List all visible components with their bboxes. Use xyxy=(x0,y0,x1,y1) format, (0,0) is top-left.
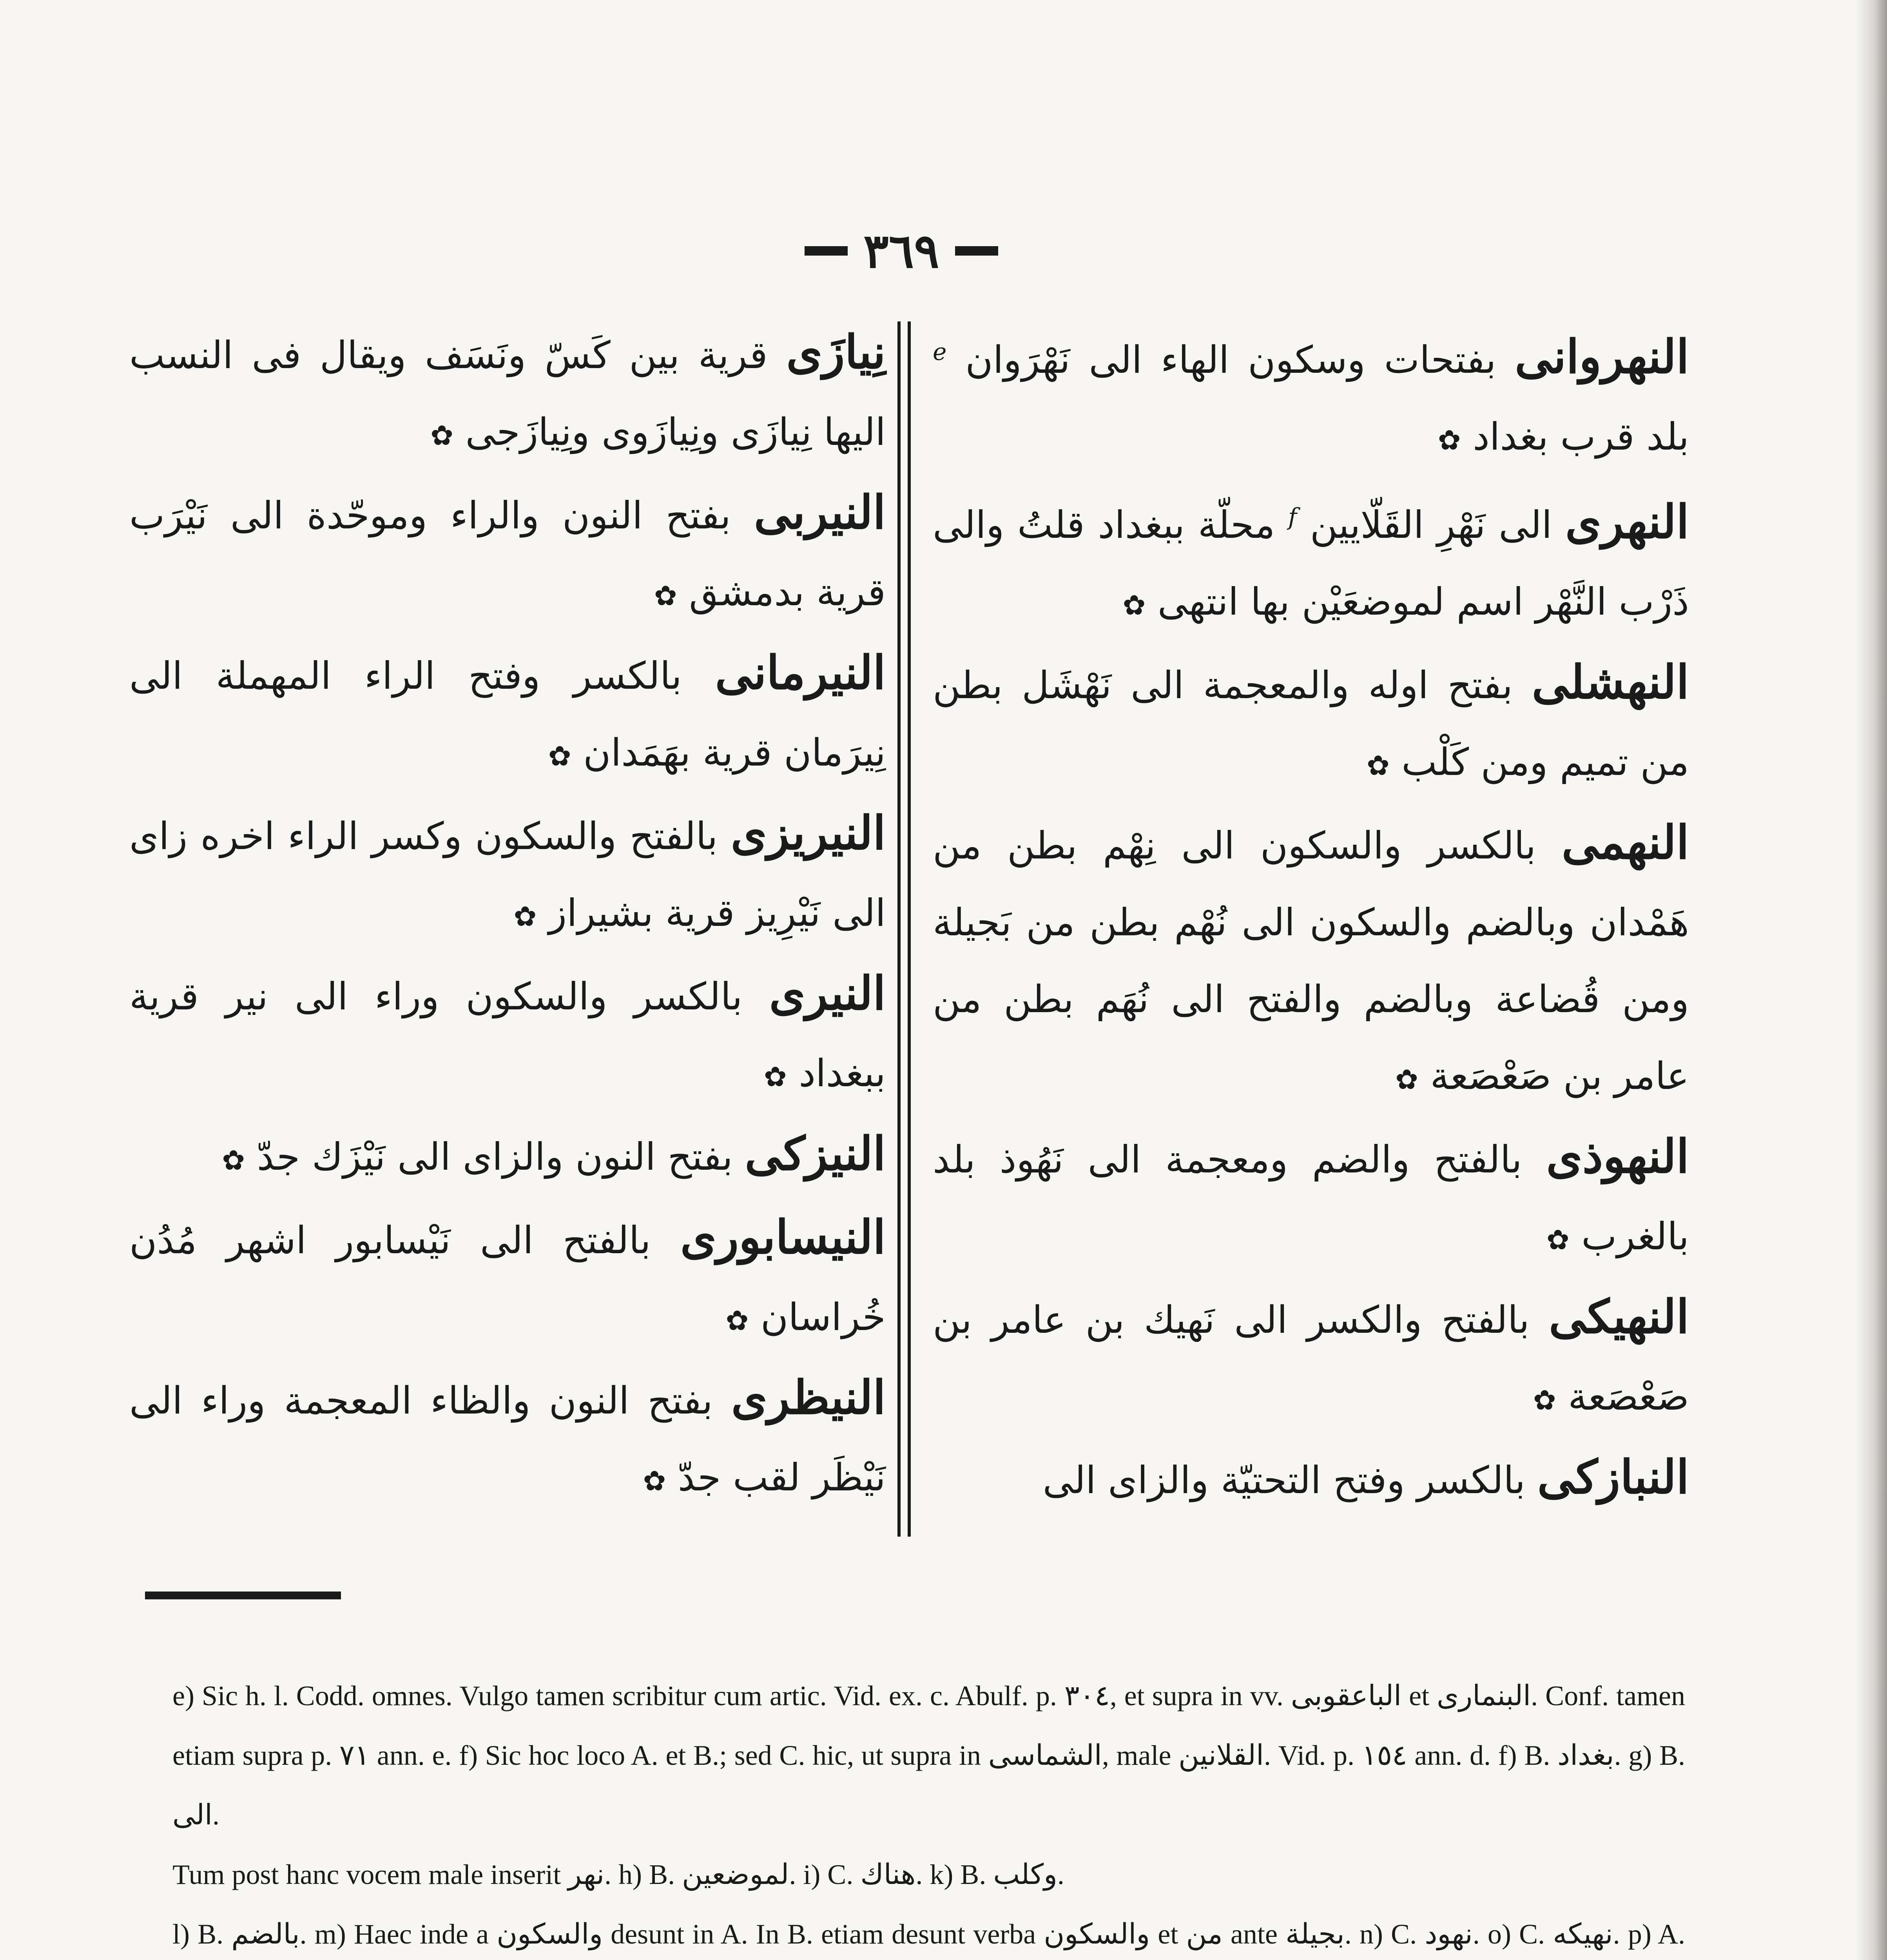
headword: النهشلى xyxy=(1532,655,1689,709)
entry-continuation: عامر بن صَعْصَعة xyxy=(933,1298,1689,1419)
entry xyxy=(933,1278,1689,1439)
entry-text: بالفتح الى نَيْسابور اشهر مُدُن خُراسان xyxy=(129,1218,886,1339)
footnote-rule xyxy=(145,1592,341,1599)
headword: النيريزى xyxy=(731,806,886,860)
end-mark-icon: ✿ xyxy=(430,419,453,452)
entry-text: بالكسر وفتح التحتيّة والزاى الى xyxy=(1042,1458,1526,1502)
entry xyxy=(933,479,1689,644)
page-header xyxy=(784,220,1019,282)
end-mark-icon: ✿ xyxy=(1546,1224,1570,1256)
header-dash-right xyxy=(955,246,998,256)
entry-text: بالكسر والسكون وراء الى نير قرية ببغداد xyxy=(129,975,886,1095)
headword: النبازكى xyxy=(1537,1450,1689,1504)
headword: النيسابورى xyxy=(680,1210,886,1264)
entry xyxy=(933,804,1689,1118)
entry xyxy=(933,1439,1689,1519)
entry-text: قرية بين كَسّ ونَسَف ويقال فى النسب اليها نِيازَى ونِيازَوى ونِيازَجى xyxy=(129,333,886,454)
headword: النيظرى xyxy=(731,1370,886,1425)
end-mark-icon: ✿ xyxy=(513,900,537,933)
entry xyxy=(129,1199,886,1359)
entry xyxy=(129,1359,886,1519)
headword: النيرى xyxy=(769,966,886,1020)
end-mark-icon: ✿ xyxy=(1437,424,1461,456)
header-dash-left xyxy=(805,246,848,256)
headword: نِيازَى xyxy=(786,325,886,379)
entry xyxy=(129,314,886,474)
entry xyxy=(129,634,886,795)
entry xyxy=(129,795,886,955)
text-columns xyxy=(129,314,1689,1548)
entry-continuation: بطن من عامر بن صَعْصَعة xyxy=(933,977,1689,1098)
headword: النيربى xyxy=(754,485,886,539)
entry-text: بالفتح والكسر الى نَهيك بن xyxy=(1085,1298,1530,1342)
entry-text: بالكسر وفتح الراء المهملة الى نِيرَمان قرية بهَمَدان xyxy=(129,654,886,775)
entry-text: الى نَهْرِ القَلّايين xyxy=(1310,503,1552,547)
entry xyxy=(933,314,1689,479)
end-mark-icon: ✿ xyxy=(1122,589,1146,621)
left-column xyxy=(129,314,886,1548)
entry-continuation: بلد قرب بغداد xyxy=(1473,415,1689,459)
end-mark-icon: ✿ xyxy=(1395,1063,1418,1096)
headword: النهوذى xyxy=(1546,1129,1689,1183)
footnote-paragraph: Tum post hanc vocem male inserit نهر. h) B. لموضعين. i) C. هناك. k) B. وكلب. xyxy=(172,1859,1064,1890)
headword: النيرمانى xyxy=(715,645,886,700)
footnote-paragraph: e) Sic h. l. Codd. omnes. Vulgo tamen scribitur cum artic. Vid. ex. c. Abulf. p. ٣٠٤, et supra in vv. الباعقوبى et البنمارى. Conf. tamen etiam supra p. ٧١ ann. e. f) Sic hoc loco A. et B.; sed C. hic, ut supra in الشماسى, male القلانين. Vid. p. ١٥٤ ann. d. f) B. بغداد. g) B. الى. xyxy=(172,1680,1686,1831)
entry-continuation: محلّة ببغداد قلتُ والى ذَرْب النَّهْر اسم لموضعَيْن بها انتهى xyxy=(933,503,1689,624)
entry-text: بفتحات وسكون الهاء الى نَهْرَوان xyxy=(965,338,1496,382)
end-mark-icon: ✿ xyxy=(764,1061,787,1093)
headword: النهروانى xyxy=(1515,329,1689,384)
entry xyxy=(933,1118,1689,1278)
footnote-marker: e xyxy=(933,338,947,366)
footnote-marker: f xyxy=(1288,503,1297,531)
headword: النهمى xyxy=(1561,815,1689,869)
entry-text: بالفتح والضم ومعجمة الى نَهُوذ xyxy=(999,1138,1522,1181)
end-mark-icon: ✿ xyxy=(725,1305,749,1337)
end-mark-icon: ✿ xyxy=(654,580,677,612)
end-mark-icon: ✿ xyxy=(1367,750,1390,782)
end-mark-icon: ✿ xyxy=(548,740,571,772)
entry xyxy=(129,474,886,634)
end-mark-icon: ✿ xyxy=(1533,1384,1556,1416)
page-edge-shadow xyxy=(1856,0,1887,1960)
entry xyxy=(129,955,886,1115)
entry-text: بفتح النون والظاء المعجمة وراء الى نَيْظَر لقب جدّ xyxy=(129,1379,886,1499)
end-mark-icon: ✿ xyxy=(643,1465,666,1497)
end-mark-icon: ✿ xyxy=(222,1144,245,1176)
entry-text: بفتح اوله والمعجمة الى نَهْشَل xyxy=(1022,663,1513,707)
right-column xyxy=(933,314,1689,1548)
footnote-paragraph: l) B. بالضم. m) Haec inde a والسكون desunt in A. In B. etiam desunt verba والسكون et من ante بجيلة. n) C. نهود. o) C. نهيكه. p) A. xyxy=(172,1918,1686,1950)
headword: النهرى xyxy=(1565,494,1689,549)
headword: النهيكى xyxy=(1549,1289,1689,1344)
footnotes xyxy=(172,1666,1685,1960)
entry-text: بالكسر والسكون الى نِهْم بطن من هَمْدان وبالضم والسكون الى نُهْم بطن من بَجيلة ومن قُضاعة وبالضم والفتح الى نُهَم xyxy=(933,824,1689,1021)
entry-continuation: بلد بالغرب xyxy=(933,1138,1689,1258)
entry-continuation: بطن من تميم ومن كَلْب xyxy=(933,663,1689,784)
column-divider xyxy=(897,321,911,1537)
entry-text: بفتح النون والراء وموحّدة الى نَيْرَب قرية بدمشق xyxy=(129,494,886,614)
entry-text: بالفتح والسكون وكسر الراء اخره زاى الى نَيْرِيز قرية بشيراز xyxy=(129,814,886,935)
headword: النيزكى xyxy=(745,1126,886,1181)
entry-text: بفتح النون والزاى الى نَيْزَك جدّ xyxy=(257,1135,733,1179)
entry xyxy=(933,644,1689,804)
entry xyxy=(129,1115,886,1199)
arabic-page-number: ٣٦٩ xyxy=(863,223,939,279)
